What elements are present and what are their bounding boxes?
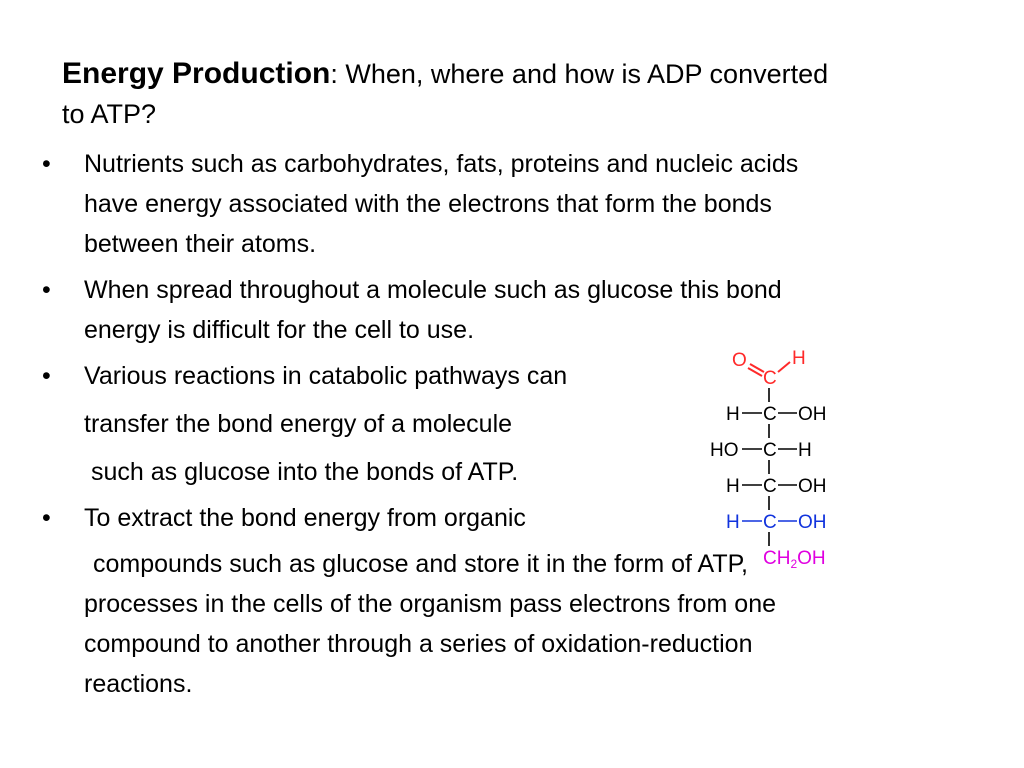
- bullet-line: Nutrients such as carbohydrates, fats, proteins and nucleic acids: [84, 150, 799, 178]
- title-bold-text: Energy Production: [62, 57, 331, 90]
- bullet-line: such as glucose into the bonds of ATP.: [91, 458, 519, 486]
- aldehyde-oxygen: O: [732, 350, 747, 371]
- terminal-ch: CH: [763, 548, 791, 569]
- slide-title: [62, 54, 962, 134]
- bullet-line: energy is difficult for the cell to use.: [84, 316, 475, 344]
- bullet-dot: •: [42, 276, 51, 304]
- row2-left: HO: [710, 440, 739, 461]
- bullet-line: reactions.: [84, 670, 193, 698]
- bullet-line: between their atoms.: [84, 230, 317, 258]
- bullet-line: processes in the cells of the organism pass electrons from one: [84, 590, 777, 618]
- glucose-structure-diagram: [700, 342, 850, 572]
- bullet-item-1: [40, 144, 990, 264]
- row3-right: OH: [798, 476, 827, 497]
- aldehyde-carbon: C: [763, 368, 777, 389]
- terminal-subscript: 2: [790, 557, 798, 571]
- bullet-line: When spread throughout a molecule such as glucose this bond: [84, 276, 782, 304]
- single-bond-line: [778, 362, 790, 372]
- row1-left: H: [726, 404, 740, 425]
- bullet-dot: •: [42, 150, 51, 178]
- bullet-line: compounds such as glucose and store it in the form of ATP,: [93, 550, 748, 578]
- title-line2-text: to ATP?: [62, 99, 157, 129]
- row1-right: OH: [798, 404, 827, 425]
- bullet-line: Various reactions in catabolic pathways can: [84, 362, 568, 390]
- row1-carbon: C: [763, 404, 777, 425]
- terminal-group: [763, 548, 826, 571]
- row4-carbon: C: [763, 512, 777, 533]
- bullet-line: have energy associated with the electrons that form the bonds: [84, 190, 772, 218]
- row3-left: H: [726, 476, 740, 497]
- bullet-dot: •: [42, 504, 51, 532]
- row2-right: H: [798, 440, 812, 461]
- terminal-oh: OH: [797, 548, 826, 569]
- bullet-item-2: [40, 270, 990, 350]
- row2-carbon: C: [763, 440, 777, 461]
- row4-left: H: [726, 512, 740, 533]
- row4-right: OH: [798, 512, 827, 533]
- bullet-line: transfer the bond energy of a molecule: [84, 410, 513, 438]
- bullet-line: compound to another through a series of oxidation-reduction: [84, 630, 753, 658]
- title-rest-text: : When, where and how is ADP converted: [330, 59, 829, 89]
- aldehyde-hydrogen: H: [792, 348, 806, 369]
- row3-carbon: C: [763, 476, 777, 497]
- bullet-dot: •: [42, 362, 51, 390]
- bullet-line: To extract the bond energy from organic: [84, 504, 526, 532]
